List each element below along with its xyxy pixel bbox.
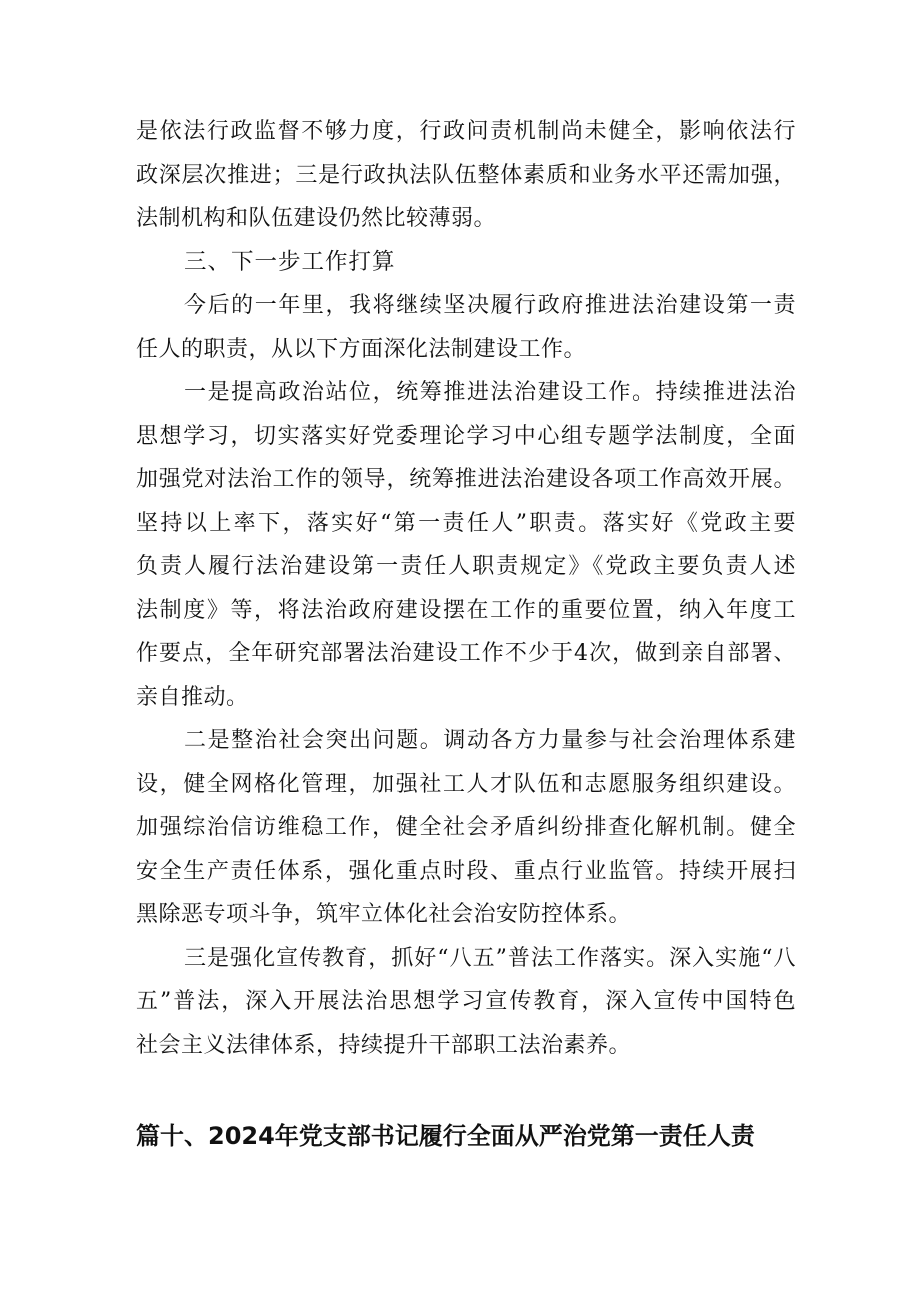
text-line: 是依法行政监督不够力度，行政问责机制尚未健全，影响依法行 — [136, 119, 796, 144]
text-line: 政深层次推进；三是行政执法队伍整体素质和业务水平还需加强， — [136, 162, 796, 188]
text-line: 法制度》等，将法治政府建设摆在工作的重要位置，纳入年度工 — [136, 597, 796, 623]
text-line: 今后的一年里，我将继续坚决履行政府推进法治建设第一责 — [184, 293, 796, 318]
text-line: 亲自推动。 — [136, 684, 249, 710]
text-line: 设，健全网格化管理，加强社工人才队伍和志愿服务组织建设。 — [136, 771, 796, 797]
text-line: 二是整治社会突出问题。调动各方力量参与社会治理体系建 — [184, 728, 796, 753]
text-line: 负责人履行法治建设第一责任人职责规定》《党政主要负责人述 — [136, 554, 796, 579]
section-heading: 三、下一步工作打算 — [184, 248, 396, 275]
text-line: 任人的职责，从以下方面深化法制建设工作。 — [136, 336, 587, 362]
text-line: 作要点，全年研究部署法治建设工作不少于4次，做到亲自部署、 — [136, 641, 796, 666]
text-line: 加强党对法治工作的领导，统筹推进法治建设各项工作高效开展。 — [136, 467, 796, 492]
text-line: 一是提高政治站位，统筹推进法治建设工作。持续推进法治 — [184, 380, 796, 405]
text-line: 加强综治信访维稳工作，健全社会矛盾纠纷排查化解机制。健全 — [136, 815, 796, 840]
next-article-title: 篇十、2024年党支部书记履行全面从严治党第一责任人责 — [136, 1122, 755, 1150]
text-line: 黑除恶专项斗争，筑牢立体化社会治安防控体系。 — [136, 902, 632, 927]
text-line: 安全生产责任体系，强化重点时段、重点行业监管。持续开展扫 — [136, 858, 796, 884]
text-line: 社会主义法律体系，持续提升干部职工法治素养。 — [136, 1032, 632, 1058]
text-line: 五”普法，深入开展法治思想学习宣传教育，深入宣传中国特色 — [136, 989, 796, 1014]
body-text — [136, 110, 796, 1067]
text-line: 三是强化宣传教育，抓好“八五”普法工作落实。深入实施“八 — [184, 945, 796, 971]
text-line: 法制机构和队伍建设仍然比较薄弱。 — [136, 206, 497, 231]
text-line: 坚持以上率下，落实好“第一责任人”职责。落实好《党政主要 — [136, 510, 796, 536]
text-line: 思想学习，切实落实好党委理论学习中心组专题学法制度，全面 — [136, 423, 796, 449]
